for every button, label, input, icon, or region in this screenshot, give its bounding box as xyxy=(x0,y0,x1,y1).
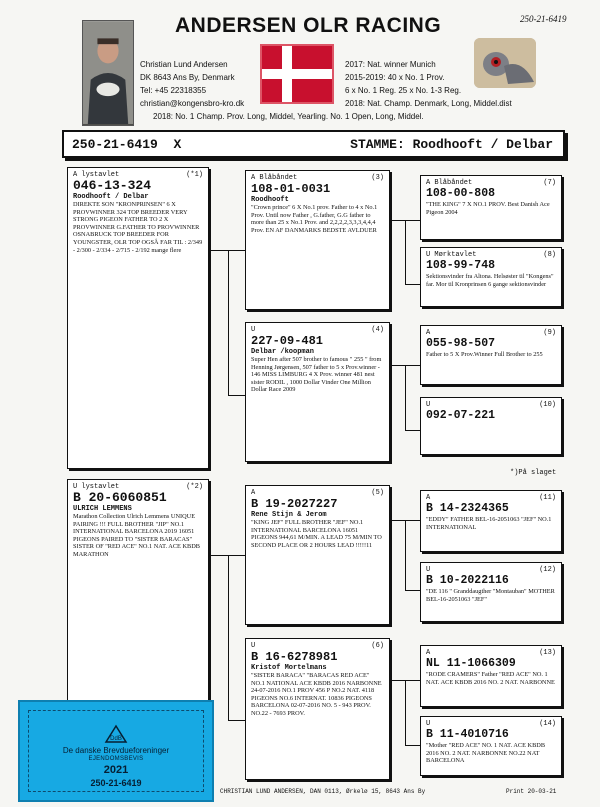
pigeon-id-bar xyxy=(62,130,565,158)
box-description: DIREKTE SON "KRONPRINSEN" 6 X PROVWINNER 324 TOP BREEDER VERY STRONG PIGEON FATHER TO 2 X PROVWINNER G.FATHER TO PROVWINNER OSNABRUCK TOP BREEDER FOR YOUNGSTER, OLR TOP OGSÅ FAR TIL : 2/349 - 2/300 - 2/334 - 2/715 - 2/192 mange flere xyxy=(73,201,203,254)
ownership-card xyxy=(18,700,214,802)
corner-ring-number: 250-21-6419 xyxy=(520,14,567,24)
owner-photo xyxy=(82,20,134,126)
pedigree-box-6: (6) U B 16-6278981 Kristof Mortelmans "SISTER BARACA" "BARACAS RED ACE" NO.1 NATIONAL ACE KBDB 2016 NARBONNE 24-07-2016 NO.1 PROV 456 P NO.2 NAT. 4118 PIGEONS NO.6 INTERNAT. 10836 PIGEONS BARCELONA 02-07-2016 NO. 5 - 943 PROV. NO.22 - 7693 PROV. xyxy=(245,638,390,780)
owner-email: christian@kongensbro-kro.dk xyxy=(140,99,245,108)
box-description: Marathon Collection Ulrich Lemmens UNIQUE PAIRING !!! FULL BROTHER "JIP" NO.1 INTERNATIONAL BARCELONA 2019 16051 PIGEONS PAIRED TO "SISTER BARACAS" SISTER OF "RED ACE" NO.1 NAT. ACE KBDB MARATHON xyxy=(73,513,200,558)
card-year: 2021 xyxy=(103,764,129,776)
box-ring: B 20-6060851 xyxy=(73,490,167,505)
dbf-logo-icon xyxy=(104,724,128,744)
box-label: A lystavlet xyxy=(73,171,120,179)
danish-flag xyxy=(262,46,332,102)
pedigree-box-sire: (*1) A lystavlet 046-13-324 Roodhooft / Delbar DIREKTE SON "KRONPRINSEN" 6 X PROVWINNER 324 TOP BREEDER VERY STRONG PIGEON FATHER TO 2 X PROVWINNER G.FATHER TO PROVWINNER OSNABRUCK TOP BREEDER FOR YOUNGSTER, OLR TOP OGSÅ FAR TIL : 2/349 - 2/300 - 2/334 - 2/715 - 2/192 mange flere xyxy=(67,167,209,469)
pigeon-photo xyxy=(474,38,536,88)
page-title: ANDERSEN OLR RACING xyxy=(175,14,442,37)
pedigree-box-dam: (*2) U lystavlet B 20-6060851 ULRICH LEMMENS Marathon Collection Ulrich Lemmens UNIQUE PAIRING !!! FULL BROTHER "JIP" NO.1 INTERNATIONAL BARCELONA 2019 16051 PIGEONS PAIRED TO "SISTER BARACAS" SISTER OF "RED ACE" NO.1 NAT. ACE KBDB MARATHON xyxy=(67,479,209,701)
card-doc: EJENDOMSBEVIS xyxy=(88,756,144,762)
pedigree-box-3: (3) A Blåbåndet 108-01-0031 Roodhooft "Crown prince" 6 X No.1 prov. Father to 4 x No.1 Prov. Until now Father , G.father, G.G father to more than 25 x No.1 Prov. and 2,2,2,2,3,3,3,4,4,4 Prov. EN AF DANMARKS BEDSTE AVLDUER xyxy=(245,170,390,310)
owner-name: Christian Lund Andersen xyxy=(140,60,228,69)
footer-owner: CHRISTIAN LUND ANDERSEN, DAN 0113, Ørkelø 15, 8643 Ans By xyxy=(220,788,426,795)
box-strain: Roodhooft / Delbar xyxy=(73,193,149,201)
pedigree-box-4: (4) U 227-09-481 Delbar /koopman Super Hen after 507 brother to famous " 255 " from Henning Jørgensen, 507 father to 5 x Prov.winner - 146 MISS LIMBURG 4 X Prov. winner 481 nest sister RODIL , 1000 Dollar Vinder One Million Dollar Race 2009 xyxy=(245,322,390,462)
card-ring: 250-21-6419 xyxy=(90,778,142,788)
achievement-line: 2015-2019: 40 x No. 1 Prov. xyxy=(345,73,445,82)
pedigree-box-12: (12) U B 10-2022116 "DE 116 " Granddaugther "Montauban" MOTHER BEL-16-2051063 "JEF" xyxy=(420,562,562,622)
achievement-line: 2018: Nat. Champ. Denmark, Long, Middel.dist xyxy=(345,99,512,108)
pedigree-box-7: (7) A Blåbåndet 108-00-808 "THE KING" 7 X NO.1 PROV. Best Danish Ace Pigeon 2004 xyxy=(420,175,562,240)
box-strain: ULRICH LEMMENS xyxy=(73,505,132,513)
card-org: De danske Brevdueforeninger xyxy=(62,746,170,755)
pedigree-box-11: (11) A B 14-2324365 "EDDY" FATHER BEL-16-2051063 "JEF" NO.1 INTERNATIONAL xyxy=(420,490,562,552)
achievement-line: 2017: Nat. winner Munich xyxy=(345,60,436,69)
pedigree-box-8: (8) U Mørktavlet 108-99-748 Sektionsvinder fra Altona. Helsøster til "Kongens" far. Mor til Kronprinsen 6 gange sektionsvinder xyxy=(420,247,562,307)
owner-address: DK 8643 Ans By, Denmark xyxy=(140,73,235,82)
footnote: *)På slaget xyxy=(510,469,557,477)
svg-text:DdB: DdB xyxy=(110,736,122,742)
pigeon-strain: STAMME: Roodhooft / Delbar xyxy=(350,137,553,152)
pedigree-box-5: (5) A B 19-2027227 Rene Stijn & Jerom "KING JEF" FULL BROTHER "JEF" NO.1 INTERNATIONAL BARCELONA 16051 PIGEONS 944,61 M/MIN. A LEAD 75 M/MIN TO SECOND PLACE OR 2 HOURS LEAD !!!!!11 xyxy=(245,485,390,625)
owner-phone: Tel: +45 22318355 xyxy=(140,86,207,95)
pedigree-box-13: (13) A NL 11-1066309 "RODE CRAMERS" Father "RED ACE" NO. 1 NAT. ACE KBDB 2016 NO. 2 NAT. NARBONNE xyxy=(420,645,562,707)
box-label: U lystavlet xyxy=(73,483,120,491)
pedigree-box-10: (10) U 092-07-221 xyxy=(420,397,562,455)
pigeon-ring: 250-21-6419 X xyxy=(72,137,182,152)
footer-print-date: Print 20-03-21 xyxy=(506,788,557,795)
box-ring: 046-13-324 xyxy=(73,178,152,193)
pedigree-box-14: (14) U B 11-4010716 "Mother "RED ACE" NO. 1 NAT. ACE KBDB 2016 NO. 2 NAT. NARBONNE NO.22 NAT BARCELONA xyxy=(420,716,562,776)
pedigree-box-9: (9) A 055-98-507 Father to 5 X Prov.Winner Full Brother to 255 xyxy=(420,325,562,385)
header-bottom-line: 2018: No. 1 Champ. Prov. Long, Middel, Yearling. No. 1 Open, Long, Middel. xyxy=(153,112,424,121)
achievement-line: 6 x No. 1 Reg. 25 x No. 1-3 Reg. xyxy=(345,86,462,95)
